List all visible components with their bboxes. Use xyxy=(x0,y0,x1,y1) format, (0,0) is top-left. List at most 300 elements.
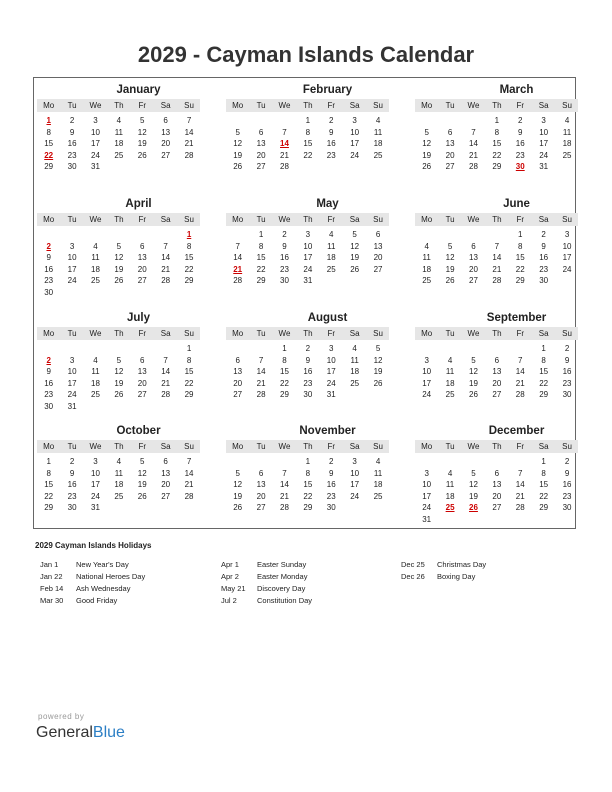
day-cell: 26 xyxy=(422,162,432,172)
day-cell: 5 xyxy=(235,127,240,137)
weekday-label: Fr xyxy=(138,442,147,451)
day-cell: 29 xyxy=(44,162,54,172)
day-cell: 12 xyxy=(469,480,478,490)
day-cell: 14 xyxy=(184,468,194,478)
day-cell: 6 xyxy=(375,230,381,239)
day-cell: 23 xyxy=(44,390,54,400)
day-cell: 22 xyxy=(44,491,54,501)
month-september xyxy=(415,311,578,401)
day-cell: 21 xyxy=(161,264,171,274)
day-cell: 25 xyxy=(350,378,360,388)
day-cell: 18 xyxy=(91,264,100,274)
day-cell: 30 xyxy=(44,287,54,297)
day-cell: 13 xyxy=(256,480,266,490)
day-cell: 7 xyxy=(186,116,192,125)
day-cell: 12 xyxy=(114,253,124,263)
day-cell: 27 xyxy=(233,390,243,400)
day-cell: 7 xyxy=(186,457,192,466)
weekday-label: Tu xyxy=(445,101,455,110)
day-cell: 27 xyxy=(469,276,478,286)
empty-cell xyxy=(273,456,296,468)
day-cell: 5 xyxy=(116,355,122,365)
day-cell: 14 xyxy=(184,127,194,137)
day-cell: 10 xyxy=(91,127,100,137)
day-cell: 14 xyxy=(469,139,478,149)
day-cell: 26 xyxy=(233,503,243,513)
day-cell: 25 xyxy=(326,264,336,274)
holiday-name: Boxing Day xyxy=(437,572,476,581)
holiday-date: Apr 1 xyxy=(221,560,239,569)
day-cell: 5 xyxy=(352,230,357,239)
weekday-label: Tu xyxy=(445,215,455,224)
day-cell: 6 xyxy=(163,457,168,466)
day-cell: 17 xyxy=(91,480,100,490)
weekday-label: Mo xyxy=(43,101,55,110)
day-cell: 24 xyxy=(422,390,432,400)
day-cell: 20 xyxy=(256,491,266,501)
holiday-name: Discovery Day xyxy=(257,584,306,593)
day-cell: 18 xyxy=(326,253,336,263)
day-cell: 14 xyxy=(161,253,171,263)
day-cell: 28 xyxy=(184,491,194,501)
day-cell: 28 xyxy=(161,276,171,286)
weekday-label: Sa xyxy=(538,329,549,338)
weekday-label: Th xyxy=(114,329,124,338)
weekday-label: Su xyxy=(562,215,572,224)
day-cell: 18 xyxy=(445,378,455,388)
day-cell: 30 xyxy=(67,162,77,172)
day-cell: 7 xyxy=(258,355,264,365)
holiday-name: National Heroes Day xyxy=(76,572,146,581)
day-cell: 18 xyxy=(91,378,100,388)
day-cell: 20 xyxy=(161,480,171,490)
day-cell: 20 xyxy=(137,264,147,274)
day-cell: 30 xyxy=(303,390,313,400)
day-cell: 7 xyxy=(518,355,523,365)
day-cell: 30 xyxy=(280,276,289,286)
weekday-label: Sa xyxy=(349,329,360,338)
day-cell: 7 xyxy=(471,127,476,137)
day-cell: 17 xyxy=(350,139,360,149)
day-cell: 11 xyxy=(327,241,336,251)
day-cell: 11 xyxy=(114,468,124,478)
day-cell: 9 xyxy=(518,127,523,137)
empty-cell xyxy=(60,229,83,241)
brand-logo[interactable] xyxy=(36,724,125,742)
weekday-label: Su xyxy=(184,101,194,110)
day-cell: 23 xyxy=(44,276,54,286)
day-cell: 12 xyxy=(445,253,455,263)
day-cell: 15 xyxy=(184,253,194,263)
day-cell: 18 xyxy=(422,264,432,274)
day-cell: 15 xyxy=(539,367,549,377)
day-cell: 8 xyxy=(186,241,192,251)
empty-cell xyxy=(462,456,485,468)
day-cell: 7 xyxy=(518,468,523,478)
weekday-label: We xyxy=(89,215,102,224)
holiday-day: 21 xyxy=(233,264,243,274)
holiday-item xyxy=(401,559,486,571)
holiday-date: Jan 22 xyxy=(40,572,63,581)
day-cell: 19 xyxy=(114,378,124,388)
weekday-label: Sa xyxy=(349,442,360,451)
weekday-label: Fr xyxy=(327,329,336,338)
day-cell: 26 xyxy=(350,264,360,274)
day-cell: 9 xyxy=(329,468,334,478)
day-cell: 1 xyxy=(305,457,311,466)
day-cell: 25 xyxy=(114,150,124,160)
weekday-label: Su xyxy=(373,215,383,224)
weekday-label: Tu xyxy=(256,329,266,338)
month-august xyxy=(226,311,389,401)
day-cell: 6 xyxy=(140,355,145,365)
weekday-label: Mo xyxy=(232,215,244,224)
day-grid xyxy=(37,229,200,299)
day-cell: 22 xyxy=(303,150,313,160)
weekday-label: Mo xyxy=(232,329,244,338)
day-cell: 24 xyxy=(67,390,77,400)
weekday-label: Mo xyxy=(43,329,55,338)
day-cell: 21 xyxy=(280,491,289,501)
weekday-label: Sa xyxy=(160,329,171,338)
day-cell: 27 xyxy=(161,150,171,160)
day-cell: 14 xyxy=(280,480,289,490)
day-cell: 13 xyxy=(373,241,383,251)
day-cell: 19 xyxy=(137,480,147,490)
brand-blue: Blue xyxy=(92,724,125,741)
day-cell: 14 xyxy=(256,367,266,377)
weekday-label: Fr xyxy=(327,442,336,451)
holiday-name: New Year's Day xyxy=(76,560,129,569)
month-name: December xyxy=(488,425,545,437)
holiday-date: Dec 25 xyxy=(401,560,425,569)
weekday-label: Sa xyxy=(349,215,360,224)
day-cell: 4 xyxy=(329,230,334,239)
day-cell: 26 xyxy=(233,162,243,172)
empty-cell xyxy=(462,115,485,127)
day-cell: 31 xyxy=(91,162,100,172)
day-cell: 20 xyxy=(256,150,266,160)
day-cell: 27 xyxy=(373,264,383,274)
day-cell: 6 xyxy=(163,116,168,125)
holiday-item xyxy=(221,595,312,607)
day-cell: 28 xyxy=(515,390,525,400)
day-cell: 15 xyxy=(303,480,313,490)
day-cell: 19 xyxy=(422,150,432,160)
day-cell: 3 xyxy=(424,468,429,478)
day-cell: 13 xyxy=(137,253,147,263)
empty-cell xyxy=(485,456,508,468)
day-grid xyxy=(415,456,578,526)
day-cell: 5 xyxy=(424,127,429,137)
holiday-date: Apr 2 xyxy=(221,572,239,581)
month-january xyxy=(37,83,200,173)
day-cell: 28 xyxy=(256,390,266,400)
day-cell: 21 xyxy=(161,378,171,388)
weekday-label: Su xyxy=(373,442,383,451)
day-grid xyxy=(415,229,578,287)
day-cell: 9 xyxy=(564,468,570,478)
month-name: October xyxy=(116,425,161,437)
day-cell: 4 xyxy=(352,344,357,353)
weekday-label: Fr xyxy=(138,329,147,338)
day-cell: 27 xyxy=(137,390,147,400)
day-cell: 16 xyxy=(515,139,525,149)
day-cell: 2 xyxy=(564,344,570,353)
day-cell: 22 xyxy=(539,491,549,501)
day-cell: 7 xyxy=(282,468,287,478)
day-cell: 23 xyxy=(562,491,572,501)
day-cell: 6 xyxy=(235,355,240,365)
day-cell: 31 xyxy=(303,276,313,286)
day-cell: 24 xyxy=(303,264,313,274)
day-cell: 2 xyxy=(564,457,570,466)
month-name: March xyxy=(499,84,534,96)
weekday-label: Th xyxy=(492,329,502,338)
month-name: August xyxy=(307,312,348,324)
weekday-label: Su xyxy=(373,101,383,110)
day-cell: 24 xyxy=(562,264,572,274)
day-cell: 7 xyxy=(235,241,240,251)
month-name: January xyxy=(116,84,161,96)
weekday-header xyxy=(226,327,389,340)
day-cell: 8 xyxy=(282,355,287,365)
month-name: June xyxy=(503,198,530,210)
day-cell: 11 xyxy=(373,468,383,478)
day-cell: 13 xyxy=(233,367,243,377)
day-cell: 17 xyxy=(562,253,572,263)
day-cell: 23 xyxy=(326,491,336,501)
weekday-label: Th xyxy=(492,215,502,224)
day-cell: 17 xyxy=(539,139,549,149)
day-cell: 20 xyxy=(445,150,455,160)
empty-cell xyxy=(37,229,60,241)
empty-cell xyxy=(415,115,438,127)
day-cell: 29 xyxy=(492,162,502,172)
weekday-label: Su xyxy=(562,442,572,451)
weekday-label: Tu xyxy=(256,101,266,110)
day-cell: 20 xyxy=(492,378,502,388)
holiday-item xyxy=(221,583,312,595)
day-cell: 2 xyxy=(518,116,523,125)
day-cell: 29 xyxy=(256,276,266,286)
day-cell: 4 xyxy=(447,468,453,478)
day-cell: 26 xyxy=(373,378,383,388)
day-cell: 30 xyxy=(326,503,336,513)
day-cell: 13 xyxy=(492,367,502,377)
day-cell: 17 xyxy=(326,367,336,377)
empty-cell xyxy=(154,343,177,355)
day-cell: 1 xyxy=(186,344,192,353)
day-cell: 21 xyxy=(515,491,525,501)
day-cell: 19 xyxy=(469,491,478,501)
day-cell: 18 xyxy=(373,139,383,149)
weekday-label: We xyxy=(278,215,291,224)
weekday-label: Sa xyxy=(538,101,549,110)
empty-cell xyxy=(415,456,438,468)
day-cell: 11 xyxy=(91,253,100,263)
day-cell: 16 xyxy=(67,139,77,149)
day-cell: 16 xyxy=(303,367,313,377)
day-cell: 9 xyxy=(329,127,334,137)
holiday-date: Jan 1 xyxy=(40,560,59,569)
day-cell: 28 xyxy=(492,276,502,286)
empty-cell xyxy=(249,343,272,355)
day-cell: 20 xyxy=(373,253,383,263)
empty-cell xyxy=(438,456,461,468)
weekday-header xyxy=(37,327,200,340)
month-march xyxy=(415,83,578,173)
weekday-label: Mo xyxy=(421,101,433,110)
empty-cell xyxy=(60,343,83,355)
day-cell: 12 xyxy=(137,127,147,137)
day-cell: 9 xyxy=(305,355,311,365)
day-cell: 15 xyxy=(44,139,54,149)
day-cell: 16 xyxy=(44,264,54,274)
day-cell: 5 xyxy=(471,355,476,365)
weekday-label: Th xyxy=(303,329,313,338)
day-cell: 24 xyxy=(91,150,100,160)
day-cell: 7 xyxy=(163,355,168,365)
day-cell: 10 xyxy=(67,367,77,377)
day-cell: 26 xyxy=(469,390,478,400)
day-cell: 25 xyxy=(373,491,383,501)
day-cell: 19 xyxy=(233,491,243,501)
day-cell: 20 xyxy=(137,378,147,388)
day-cell: 6 xyxy=(471,241,476,251)
day-cell: 18 xyxy=(114,480,124,490)
empty-cell xyxy=(226,229,249,241)
day-cell: 29 xyxy=(280,390,289,400)
day-cell: 8 xyxy=(186,355,192,365)
holiday-name: Easter Monday xyxy=(257,572,308,581)
weekday-label: We xyxy=(89,442,102,451)
day-cell: 3 xyxy=(69,241,75,251)
day-cell: 15 xyxy=(280,367,289,377)
day-cell: 25 xyxy=(91,276,100,286)
weekday-label: Fr xyxy=(138,215,147,224)
day-cell: 6 xyxy=(494,355,500,365)
day-cell: 6 xyxy=(258,127,264,137)
day-cell: 1 xyxy=(541,344,546,353)
day-grid xyxy=(37,456,200,514)
weekday-label: Mo xyxy=(43,442,55,451)
day-cell: 27 xyxy=(256,162,266,172)
day-cell: 26 xyxy=(114,390,124,400)
day-cell: 4 xyxy=(93,241,98,251)
day-cell: 4 xyxy=(564,116,570,125)
day-cell: 2 xyxy=(305,344,311,353)
day-cell: 25 xyxy=(422,276,432,286)
month-name: July xyxy=(126,312,150,324)
holiday-date: Mar 30 xyxy=(40,596,64,605)
day-cell: 20 xyxy=(161,139,171,149)
day-cell: 24 xyxy=(326,378,336,388)
day-cell: 5 xyxy=(375,344,381,353)
weekday-header xyxy=(226,440,389,453)
day-cell: 16 xyxy=(539,253,549,263)
empty-cell xyxy=(438,115,461,127)
day-cell: 28 xyxy=(184,150,194,160)
weekday-label: Tu xyxy=(67,442,77,451)
day-cell: 16 xyxy=(562,367,572,377)
holiday-date: Dec 26 xyxy=(401,572,425,581)
weekday-label: Tu xyxy=(256,215,266,224)
day-cell: 24 xyxy=(350,150,360,160)
day-cell: 4 xyxy=(375,116,381,125)
day-cell: 30 xyxy=(562,390,572,400)
weekday-header xyxy=(37,99,200,112)
day-cell: 4 xyxy=(424,241,429,251)
day-cell: 14 xyxy=(161,367,171,377)
day-cell: 27 xyxy=(161,491,171,501)
month-june xyxy=(415,197,578,287)
weekday-label: Th xyxy=(492,101,502,110)
empty-cell xyxy=(131,343,154,355)
day-cell: 14 xyxy=(515,480,525,490)
weekday-label: Mo xyxy=(43,215,55,224)
day-cell: 11 xyxy=(91,367,100,377)
day-grid xyxy=(37,115,200,173)
day-cell: 22 xyxy=(280,378,289,388)
day-cell: 3 xyxy=(424,355,429,365)
day-cell: 15 xyxy=(44,480,54,490)
day-cell: 18 xyxy=(445,491,455,501)
weekday-label: Mo xyxy=(421,329,433,338)
month-name: November xyxy=(299,425,356,437)
weekday-label: Sa xyxy=(160,101,171,110)
empty-cell xyxy=(226,115,249,127)
day-cell: 29 xyxy=(539,503,549,513)
empty-cell xyxy=(154,229,177,241)
holiday-column xyxy=(221,559,312,607)
day-cell: 6 xyxy=(494,468,500,478)
day-cell: 25 xyxy=(114,491,124,501)
month-november xyxy=(226,424,389,514)
holiday-item xyxy=(40,595,145,607)
empty-cell xyxy=(107,343,130,355)
weekday-label: Fr xyxy=(327,215,336,224)
day-cell: 25 xyxy=(91,390,100,400)
day-cell: 16 xyxy=(562,480,572,490)
weekday-label: Su xyxy=(562,329,572,338)
day-cell: 1 xyxy=(46,457,51,466)
day-cell: 19 xyxy=(469,378,478,388)
day-cell: 23 xyxy=(67,150,77,160)
day-cell: 21 xyxy=(280,150,289,160)
month-october xyxy=(37,424,200,514)
weekday-label: Mo xyxy=(232,101,244,110)
weekday-label: Su xyxy=(184,329,194,338)
day-cell: 20 xyxy=(233,378,243,388)
holiday-name: Good Friday xyxy=(76,596,118,605)
month-december xyxy=(415,424,578,526)
day-cell: 5 xyxy=(235,468,240,478)
day-cell: 3 xyxy=(69,355,75,365)
weekday-label: Th xyxy=(492,442,502,451)
day-cell: 16 xyxy=(326,139,336,149)
day-cell: 17 xyxy=(67,264,77,274)
weekday-label: We xyxy=(89,329,102,338)
day-cell: 11 xyxy=(373,127,383,137)
day-cell: 31 xyxy=(67,401,77,411)
day-grid xyxy=(226,115,389,173)
day-cell: 14 xyxy=(233,253,243,263)
day-cell: 8 xyxy=(494,127,500,137)
day-cell: 2 xyxy=(69,457,75,466)
day-cell: 28 xyxy=(280,162,289,172)
day-cell: 17 xyxy=(422,491,432,501)
